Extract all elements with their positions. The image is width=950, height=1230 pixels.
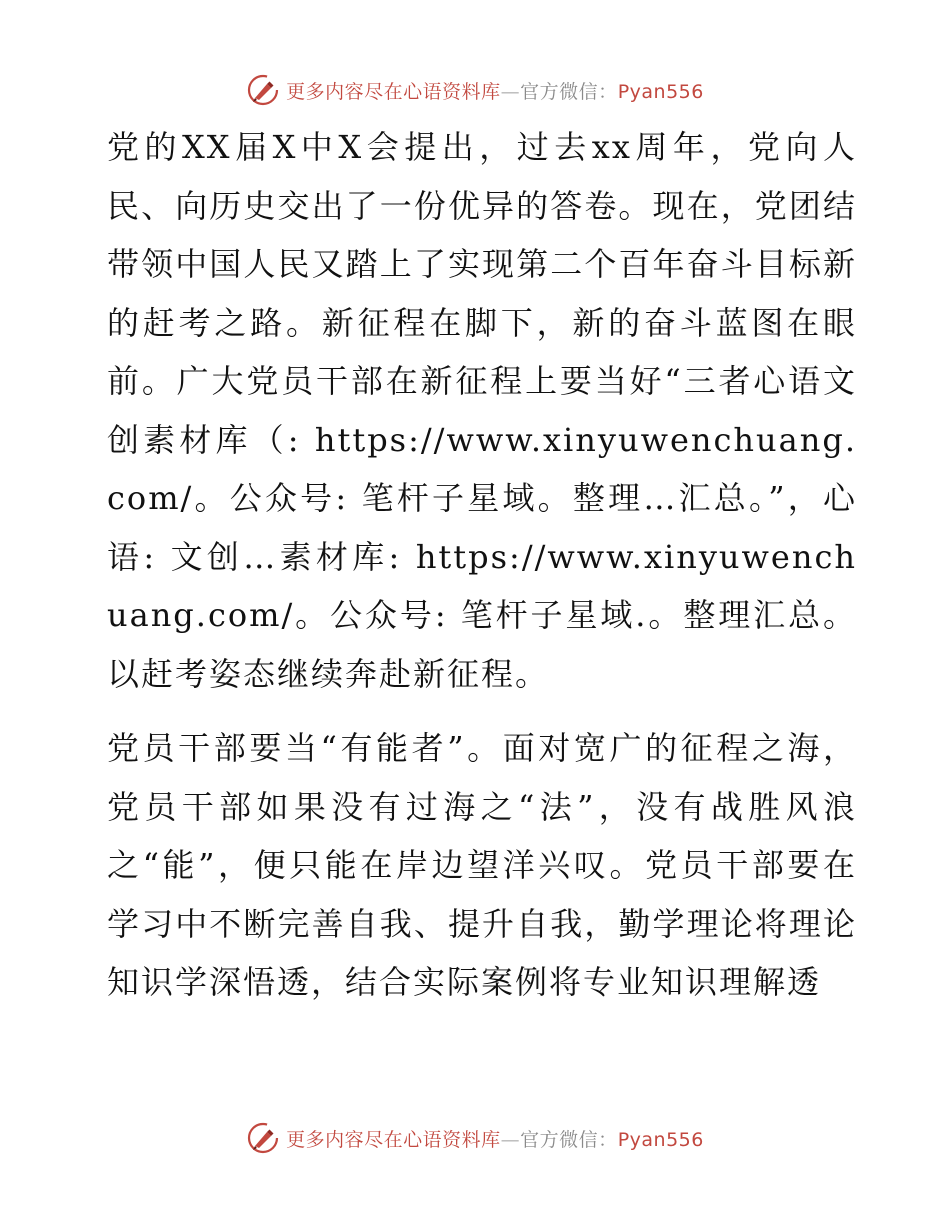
watermark-main-text: 更多内容尽在心语资料库 xyxy=(286,80,501,103)
pen-logo-icon xyxy=(246,73,280,107)
watermark-text xyxy=(286,1125,704,1152)
watermark-label: 官方微信： xyxy=(520,80,618,103)
footer-watermark xyxy=(0,1118,950,1158)
paragraph-2: 党员干部要当“有能者”。面对宽广的征程之海，党员干部如果没有过海之“法”，没有战胜风浪之“能”，便只能在岸边望洋兴叹。党员干部要在学习中不断完善自我、提升自我，勤学理论将理论知识学深悟透，结合实际案例将专业知识理解透 xyxy=(107,729,857,1001)
pen-logo-icon xyxy=(246,1121,280,1155)
watermark-text xyxy=(286,77,704,104)
paragraph-1: 党的XX届X中X会提出，过去xx周年，党向人民、向历史交出了一份优异的答卷。现在，党团结带领中国人民又踏上了实现第二个百年奋斗目标新的赶考之路。新征程在脚下，新的奋斗蓝图在眼前。广大党员干部在新征程上要当好“三者心语文创素材库（: https://www.xinyuwenchuang.com/。公众号: 笔杆子星域。整理…汇总。”，心语: 文创…素材库: https://www.xinyuwenchuang.com/。公众号: 笔杆子星域.。整理汇总。以赶考姿态继续奔赴新征程。 xyxy=(107,128,857,693)
header-watermark xyxy=(0,70,950,110)
watermark-handle: Pyan556 xyxy=(617,80,704,103)
watermark-main-text: 更多内容尽在心语资料库 xyxy=(286,1128,501,1151)
watermark-handle: Pyan556 xyxy=(617,1128,704,1151)
watermark-dash: — xyxy=(500,80,521,103)
document-body xyxy=(97,118,857,1012)
watermark-dash: — xyxy=(500,1128,521,1151)
watermark-label: 官方微信： xyxy=(520,1128,618,1151)
